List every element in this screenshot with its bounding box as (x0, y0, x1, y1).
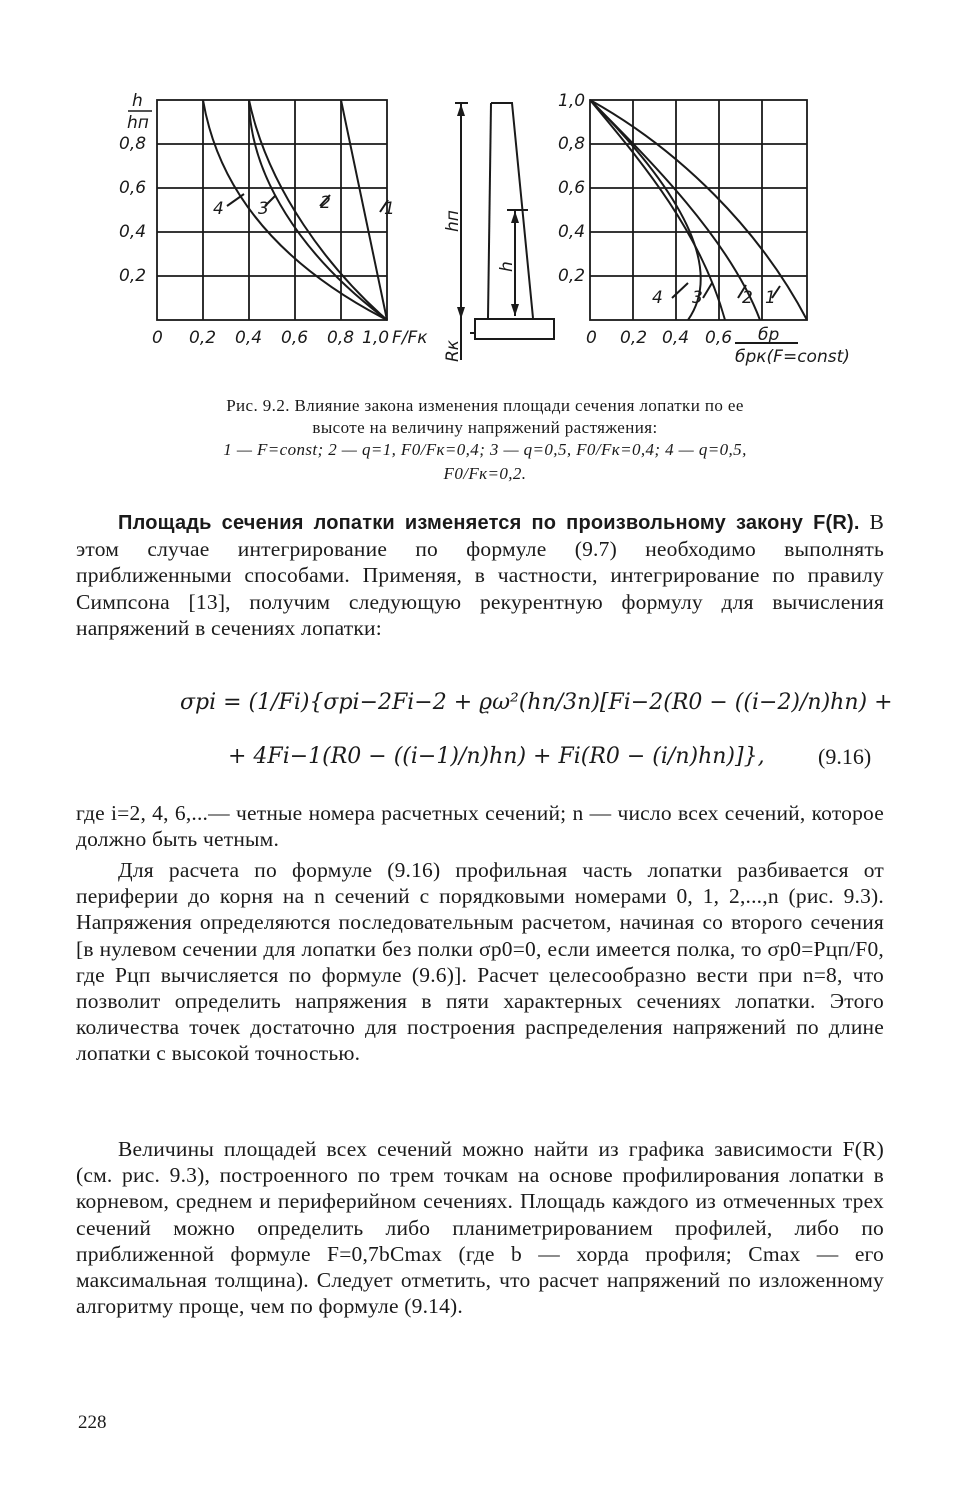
left-curve-2 (249, 100, 387, 320)
left-x-label: F/Fк (392, 328, 428, 348)
paragraph-4: Величины площадей всех сечений можно найти из графика зависимости F(R) (см. рис. 9.3), построенного по трем точкам на основе профилирования лопатки в корневом, среднем и периферийном сечениях. Площадь каждого из отмеченных трех сечений можно определить либо планиметрированием профилей, либо по приближенной формуле F=0,7bCmax (где b — хорда профиля; Cmax — его максимальная толщина). Следует отметить, что расчет напряжений по изложенному алгоритму проще, чем по формуле (9.14). (76, 1137, 884, 1319)
right-x-tick: 0 (586, 328, 597, 348)
blade-label-hn: hп (443, 210, 463, 232)
left-x-tick: 0,8 (327, 328, 355, 348)
figure-caption-line4: F0/Fк=0,2. (443, 464, 527, 483)
left-curve-label: 1 (384, 199, 395, 219)
left-curve-label: 3 (258, 199, 269, 219)
left-x-tick: 0,2 (189, 328, 217, 348)
right-x-tick: 0,6 (705, 328, 733, 348)
left-y-tick: 0,2 (119, 266, 147, 286)
figure-caption-line2: высоте на величину напряжений растяжения: (312, 418, 658, 437)
right-y-tick: 0,2 (558, 266, 586, 286)
figure-caption-line3: 1 — F=const; 2 — q=1, F0/Fк=0,4; 3 — q=0,5, F0/Fк=0,4; 4 — q=0,5, (223, 440, 747, 459)
paragraph-3: Для расчета по формуле (9.16) профильная часть лопатки разбивается от периферии до корня на n сечений с порядковыми номерами 0, 1, 2,...,n (рис. 9.3). Напряжения определяются последовательным расчетом, начиная со второго сечения [в нулевом сечении для лопатки без полки σp0=0, если имеется полка, то σp0=Pцп/F0, где Pцп вычисляется по формуле (9.6)]. Расчет целесообразно вести при n=8, что позволит определить напряжения в пяти характерных сечениях лопатки. Этого количества точек достаточно для построения распределения напряжений по длине лопатки с высокой точностью. (76, 858, 884, 1066)
figure-9-2 (0, 0, 969, 380)
right-curve-label: 2 (742, 288, 753, 308)
blade-label-h: h (497, 261, 517, 272)
right-y-tick: 0,8 (558, 134, 586, 154)
right-y-tick: 0,4 (558, 222, 586, 242)
left-y-label-num: h (132, 91, 143, 111)
equation-line-1: σpi = (1/Fi){σpi−2Fi−2 + ϱω²(hп/3n)[Fi−2(R0 − ((i−2)/n)hп) + (180, 690, 893, 715)
left-y-tick: 0,4 (119, 222, 147, 242)
right-curve-3 (590, 100, 725, 320)
right-curve-label: 3 (692, 288, 703, 308)
right-y-tick: 1,0 (558, 91, 586, 111)
left-y-tick: 0,6 (119, 178, 147, 198)
right-x-label-num: бр (758, 325, 780, 345)
right-y-tick: 0,6 (558, 178, 586, 198)
left-x-tick: 0,6 (281, 328, 309, 348)
paragraph-2: где i=2, 4, 6,...— четные номера расчетных сечений; n — число всех сечений, которое должно быть четным. (76, 801, 884, 852)
left-x-tick: 1,0 (362, 328, 390, 348)
left-y-tick: 0,8 (119, 134, 147, 154)
equation-number: (9.16) (818, 744, 872, 769)
blade-label-rk: Rк (443, 339, 463, 362)
paragraph-1 (76, 509, 884, 641)
right-x-tick: 0,2 (620, 328, 648, 348)
equation-line-2: + 4Fi−1(R0 − ((i−1)/n)hп) + Fi(R0 − (i/n)hп)]}, (228, 744, 765, 769)
right-x-tick: 0,4 (662, 328, 690, 348)
left-x-tick: 0,4 (235, 328, 263, 348)
left-curve-3 (249, 100, 387, 320)
paragraph-1-bold: Площадь сечения лопатки изменяется по произвольному закону F(R). (118, 512, 860, 534)
left-curve-label: 2 (320, 193, 331, 213)
page-number: 228 (78, 1412, 107, 1433)
figure-caption-line1: Рис. 9.2. Влияние закона изменения площади сечения лопатки по ее (226, 396, 744, 415)
left-y-label-den: hп (127, 113, 149, 133)
paragraph-1-text: В этом случае интегрирование по формуле (9.7) необходимо выполнять приближенными способами. Применяя, в частности, интегрирование по правилу Симпсона [13], получим следующую рекурентную формулу для вычисления напряжений в сечениях лопатки: (76, 510, 885, 640)
right-curve-label: 1 (765, 288, 776, 308)
right-x-label-den: брк(F=const) (735, 347, 850, 367)
blade-sketch (455, 103, 554, 360)
left-x-tick: 0 (152, 328, 163, 348)
right-curve-label: 4 (652, 288, 663, 308)
left-curve-label: 4 (213, 199, 224, 219)
